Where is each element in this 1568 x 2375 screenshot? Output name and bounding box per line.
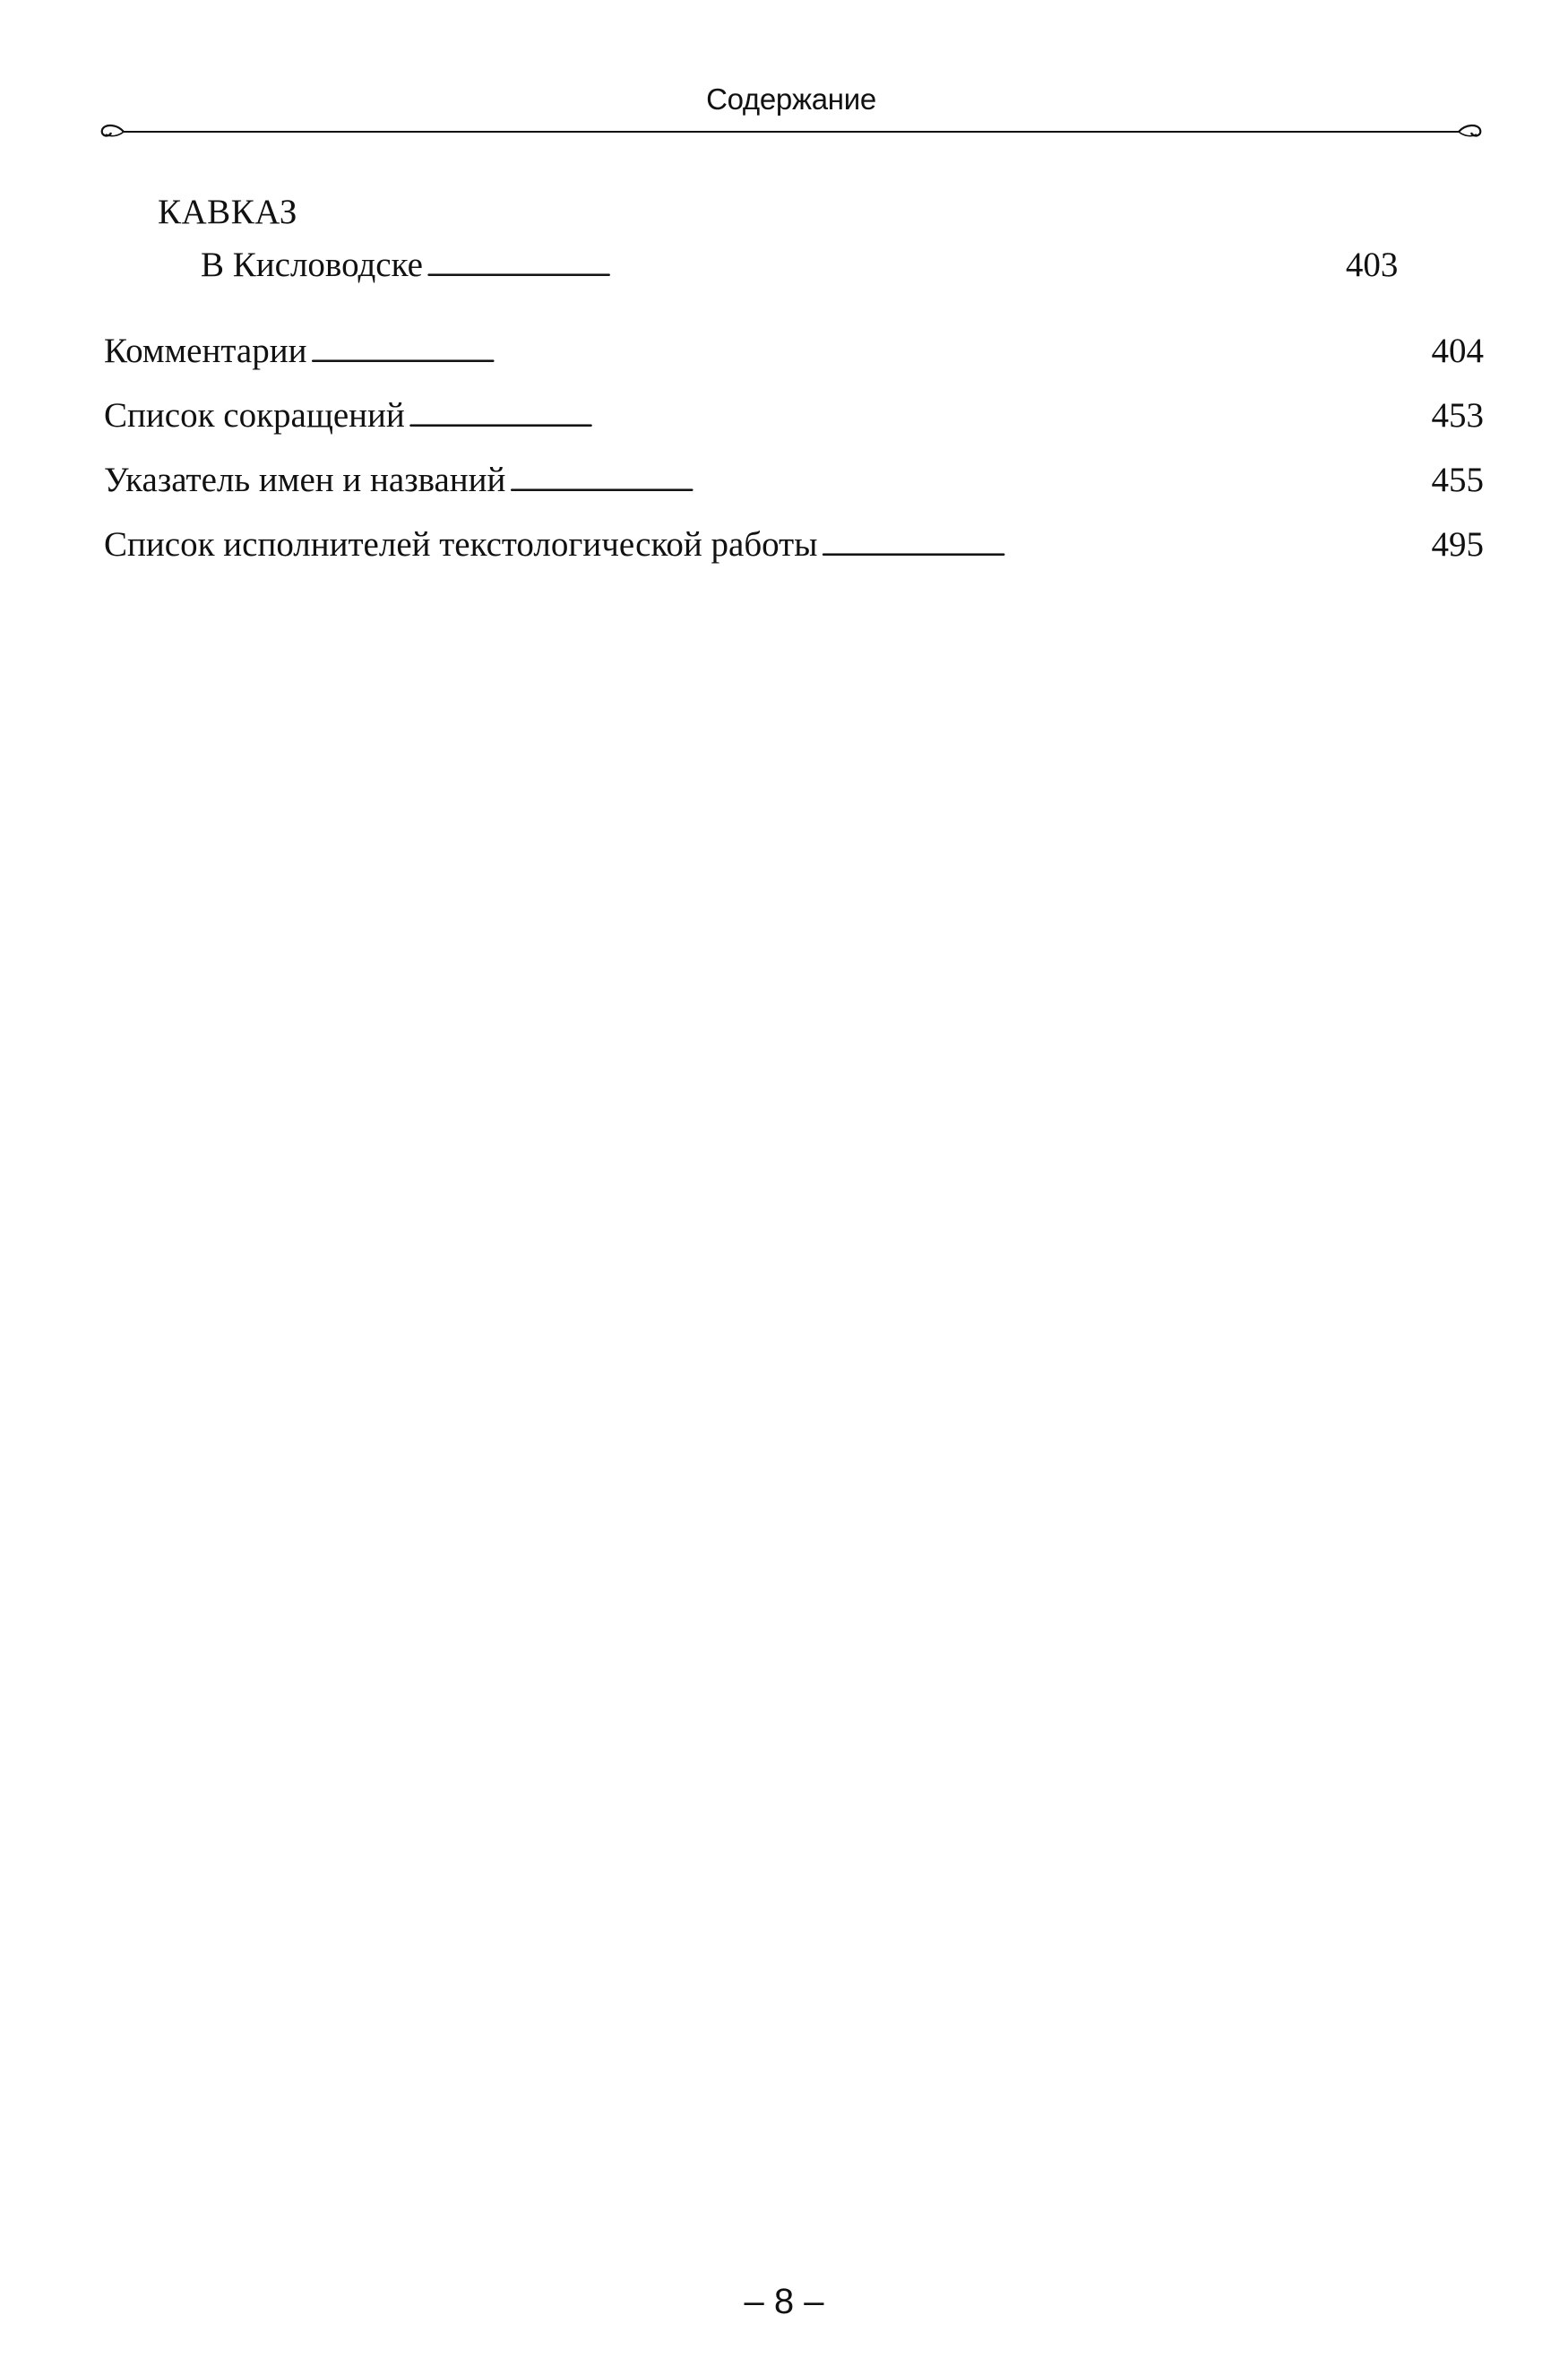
toc-entry-title: Список сокращений	[104, 396, 405, 435]
dot-leader	[426, 244, 1249, 291]
toc-entry[interactable]	[104, 330, 1484, 377]
toc-entry[interactable]	[104, 394, 1484, 442]
toc-entry-page: 403	[1345, 246, 1399, 284]
toc-entry-page: 404	[1431, 332, 1484, 370]
toc-entry-title: Список исполнителей текстологической работы	[104, 525, 818, 564]
ornamental-rule-icon	[99, 118, 1484, 145]
toc-entry-page: 453	[1431, 396, 1484, 435]
page-number: – 8 –	[744, 2282, 824, 2321]
toc-sub-entry[interactable]	[201, 244, 1403, 291]
dot-leader	[509, 459, 1427, 506]
running-head-title: Содержание	[706, 82, 876, 116]
running-head	[99, 82, 1484, 145]
toc-entry-page: 495	[1431, 525, 1484, 564]
dot-leader	[821, 523, 1427, 571]
toc-section-heading: КАВКАЗ	[158, 193, 297, 231]
toc-entry[interactable]	[104, 459, 1484, 506]
dot-leader	[310, 330, 1427, 377]
toc-entry-title: Указатель имен и названий	[104, 461, 506, 499]
toc-entry-page: 455	[1431, 461, 1484, 499]
toc-entry-title: Комментарии	[104, 332, 307, 370]
toc-entry-title: В Кисловодске	[201, 246, 423, 284]
toc-entry[interactable]	[104, 523, 1484, 571]
dot-leader	[409, 394, 1428, 442]
